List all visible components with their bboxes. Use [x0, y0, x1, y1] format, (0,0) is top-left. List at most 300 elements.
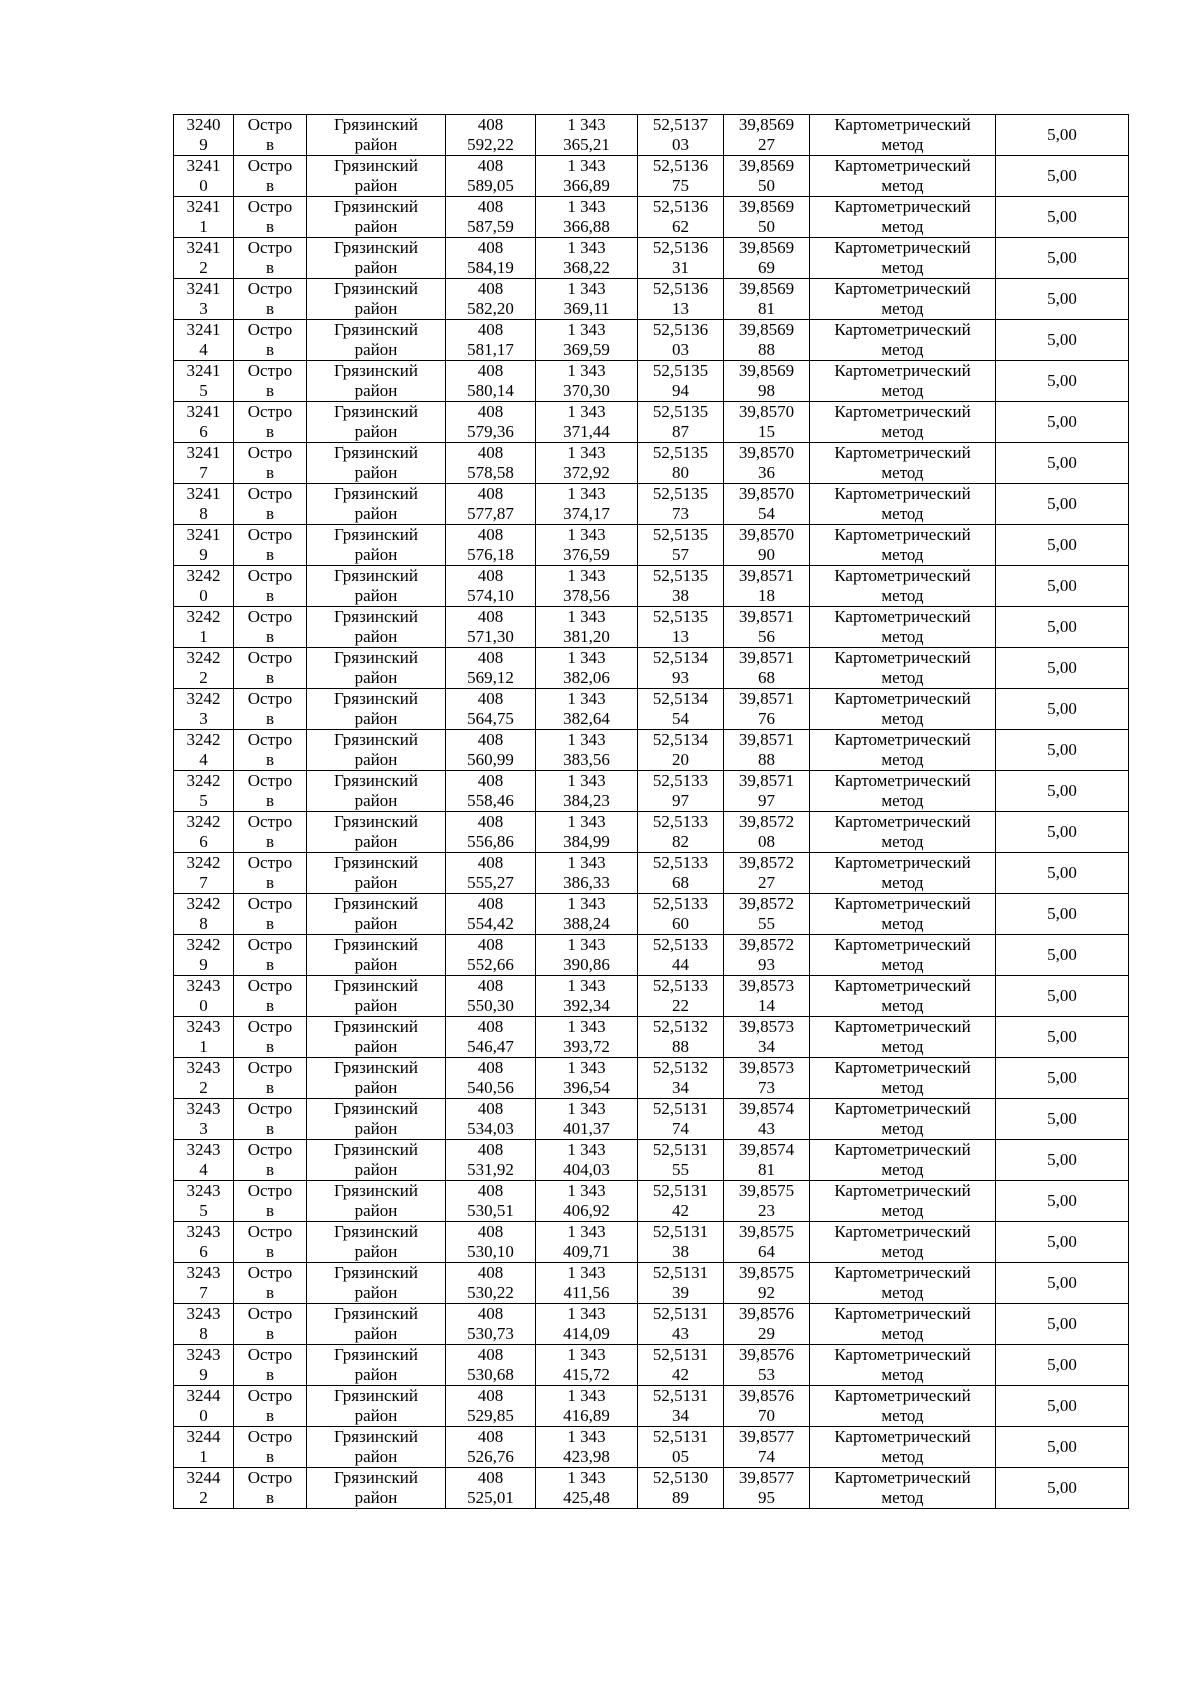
- x-coordinate-cell: [446, 443, 536, 484]
- x-coordinate-cell: [446, 689, 536, 730]
- cell-line: 3243: [186, 1017, 221, 1036]
- cell-line: 38: [672, 586, 689, 605]
- cell-line: 579,36: [467, 422, 514, 441]
- cell-line: в: [265, 791, 275, 810]
- cell-line: 3243: [186, 1181, 221, 1200]
- longitude-cell: [724, 566, 810, 607]
- cell-line: 23: [758, 1201, 775, 1220]
- cell-line: Грязинский: [334, 812, 418, 831]
- cell-line: 52,5134: [652, 689, 709, 708]
- cell-line: 3241: [186, 525, 221, 544]
- cell-line: Грязинский: [334, 1427, 418, 1446]
- longitude-cell: [724, 1017, 810, 1058]
- latitude-cell: [638, 1099, 724, 1140]
- cell-line: Картометрический: [834, 607, 971, 626]
- cell-line: метод: [881, 1283, 924, 1302]
- cell-line: 556,86: [467, 832, 514, 851]
- object-cell: [234, 443, 307, 484]
- cell-line: 68: [758, 668, 775, 687]
- cell-line: Грязинский: [334, 1304, 418, 1323]
- cell-line: 1 343: [567, 648, 606, 667]
- cell-line: Картометрический: [834, 525, 971, 544]
- cell-line: 3241: [186, 238, 221, 257]
- object-cell: [234, 525, 307, 566]
- latitude-cell: [638, 402, 724, 443]
- cell-line: 408: [477, 361, 504, 380]
- x-coordinate-cell: [446, 320, 536, 361]
- x-coordinate-cell: [446, 1263, 536, 1304]
- cell-line: 2: [199, 258, 208, 277]
- y-coordinate-cell: [536, 320, 638, 361]
- accuracy-cell: 5,00: [996, 1099, 1129, 1140]
- cell-line: район: [354, 1242, 398, 1261]
- accuracy-cell: 5,00: [996, 238, 1129, 279]
- cell-line: 408: [477, 279, 504, 298]
- y-coordinate-cell: [536, 566, 638, 607]
- point-number-cell: [174, 1427, 234, 1468]
- cell-line: 534,03: [467, 1119, 514, 1138]
- cell-line: 530,22: [467, 1283, 514, 1302]
- cell-line: 3243: [186, 976, 221, 995]
- y-coordinate-cell: [536, 730, 638, 771]
- y-coordinate-cell: [536, 812, 638, 853]
- y-coordinate-cell: [536, 1386, 638, 1427]
- cell-line: 52,5135: [652, 443, 709, 462]
- cell-line: район: [354, 463, 398, 482]
- object-cell: [234, 771, 307, 812]
- y-coordinate-cell: [536, 443, 638, 484]
- cell-line: 29: [758, 1324, 775, 1343]
- cell-line: 423,98: [563, 1447, 610, 1466]
- object-cell: [234, 689, 307, 730]
- cell-line: 20: [672, 750, 689, 769]
- accuracy-cell: 5,00: [996, 1304, 1129, 1345]
- cell-line: 52,5135: [652, 566, 709, 585]
- cell-line: Картометрический: [834, 894, 971, 913]
- cell-line: район: [354, 1201, 398, 1220]
- cell-line: метод: [881, 1119, 924, 1138]
- cell-line: метод: [881, 340, 924, 359]
- method-cell: [810, 566, 996, 607]
- cell-line: 81: [758, 299, 775, 318]
- cell-line: 530,73: [467, 1324, 514, 1343]
- cell-line: 3241: [186, 320, 221, 339]
- point-number-cell: [174, 689, 234, 730]
- cell-line: 404,03: [563, 1160, 610, 1179]
- point-number-cell: [174, 1304, 234, 1345]
- cell-line: метод: [881, 586, 924, 605]
- y-coordinate-cell: [536, 935, 638, 976]
- table-row: [174, 1386, 1129, 1427]
- cell-line: 408: [477, 689, 504, 708]
- table-row: [174, 238, 1129, 279]
- latitude-cell: [638, 566, 724, 607]
- cell-line: Остро: [247, 689, 293, 708]
- cell-line: 93: [758, 955, 775, 974]
- cell-line: 564,75: [467, 709, 514, 728]
- cell-line: 382,06: [563, 668, 610, 687]
- cell-line: 14: [758, 996, 775, 1015]
- x-coordinate-cell: [446, 730, 536, 771]
- cell-line: 386,33: [563, 873, 610, 892]
- y-coordinate-cell: [536, 361, 638, 402]
- accuracy-cell: 5,00: [996, 1222, 1129, 1263]
- cell-line: 580,14: [467, 381, 514, 400]
- cell-line: 36: [758, 463, 775, 482]
- cell-line: 9: [199, 1365, 208, 1384]
- latitude-cell: [638, 1058, 724, 1099]
- cell-line: 27: [758, 135, 775, 154]
- x-coordinate-cell: [446, 1386, 536, 1427]
- cell-line: Остро: [247, 197, 293, 216]
- cell-line: Грязинский: [334, 730, 418, 749]
- table-row: [174, 1099, 1129, 1140]
- point-number-cell: [174, 976, 234, 1017]
- longitude-cell: [724, 1386, 810, 1427]
- cell-line: 52,5135: [652, 607, 709, 626]
- latitude-cell: [638, 1017, 724, 1058]
- cell-line: 1 343: [567, 935, 606, 954]
- cell-line: 52,5131: [652, 1304, 709, 1323]
- cell-line: 73: [672, 504, 689, 523]
- district-cell: [307, 279, 446, 320]
- cell-line: Грязинский: [334, 1263, 418, 1282]
- cell-line: 97: [758, 791, 775, 810]
- cell-line: Остро: [247, 1140, 293, 1159]
- cell-line: 39,8576: [738, 1345, 795, 1364]
- cell-line: 569,12: [467, 668, 514, 687]
- latitude-cell: [638, 1140, 724, 1181]
- accuracy-cell: 5,00: [996, 1263, 1129, 1304]
- cell-line: метод: [881, 668, 924, 687]
- cell-line: 39,8572: [738, 853, 795, 872]
- cell-line: в: [265, 340, 275, 359]
- x-coordinate-cell: [446, 1468, 536, 1509]
- cell-line: 0: [199, 996, 208, 1015]
- accuracy-cell: 5,00: [996, 1345, 1129, 1386]
- cell-line: 571,30: [467, 627, 514, 646]
- table-row: [174, 1345, 1129, 1386]
- cell-line: Грязинский: [334, 238, 418, 257]
- cell-line: 1 343: [567, 1345, 606, 1364]
- cell-line: 578,58: [467, 463, 514, 482]
- accuracy-cell: 5,00: [996, 566, 1129, 607]
- y-coordinate-cell: [536, 1263, 638, 1304]
- cell-line: 5: [199, 791, 208, 810]
- cell-line: Картометрический: [834, 1222, 971, 1241]
- accuracy-cell: 5,00: [996, 115, 1129, 156]
- cell-line: в: [265, 135, 275, 154]
- object-cell: [234, 156, 307, 197]
- cell-line: 1 343: [567, 894, 606, 913]
- cell-line: 1 343: [567, 1263, 606, 1282]
- cell-line: 1 343: [567, 566, 606, 585]
- cell-line: 39,8572: [738, 812, 795, 831]
- cell-line: 409,71: [563, 1242, 610, 1261]
- cell-line: в: [265, 955, 275, 974]
- cell-line: Грязинский: [334, 1181, 418, 1200]
- method-cell: [810, 402, 996, 443]
- y-coordinate-cell: [536, 402, 638, 443]
- method-cell: [810, 238, 996, 279]
- cell-line: 39,8574: [738, 1099, 795, 1118]
- district-cell: [307, 771, 446, 812]
- method-cell: [810, 812, 996, 853]
- longitude-cell: [724, 197, 810, 238]
- accuracy-cell: 5,00: [996, 1386, 1129, 1427]
- cell-line: в: [265, 1365, 275, 1384]
- cell-line: 55: [672, 1160, 689, 1179]
- cell-line: район: [354, 1283, 398, 1302]
- cell-line: в: [265, 1447, 275, 1466]
- cell-line: 39,8569: [738, 156, 795, 175]
- cell-line: 3242: [186, 689, 221, 708]
- x-coordinate-cell: [446, 1181, 536, 1222]
- method-cell: [810, 607, 996, 648]
- cell-line: 64: [758, 1242, 775, 1261]
- accuracy-cell: 5,00: [996, 607, 1129, 648]
- cell-line: Картометрический: [834, 484, 971, 503]
- cell-line: 39,8577: [738, 1468, 795, 1487]
- cell-line: 39,8573: [738, 976, 795, 995]
- cell-line: 383,56: [563, 750, 610, 769]
- point-number-cell: [174, 853, 234, 894]
- cell-line: Грязинский: [334, 1140, 418, 1159]
- table-row: [174, 607, 1129, 648]
- cell-line: Остро: [247, 1263, 293, 1282]
- cell-line: 7: [199, 873, 208, 892]
- cell-line: метод: [881, 258, 924, 277]
- cell-line: 1 343: [567, 812, 606, 831]
- point-number-cell: [174, 443, 234, 484]
- cell-line: 3: [199, 1119, 208, 1138]
- district-cell: [307, 1017, 446, 1058]
- cell-line: 1 343: [567, 730, 606, 749]
- point-number-cell: [174, 279, 234, 320]
- longitude-cell: [724, 320, 810, 361]
- cell-line: в: [265, 1283, 275, 1302]
- cell-line: 3243: [186, 1345, 221, 1364]
- object-cell: [234, 1263, 307, 1304]
- longitude-cell: [724, 402, 810, 443]
- latitude-cell: [638, 115, 724, 156]
- cell-line: 366,88: [563, 217, 610, 236]
- longitude-cell: [724, 525, 810, 566]
- cell-line: район: [354, 1365, 398, 1384]
- cell-line: район: [354, 750, 398, 769]
- cell-line: в: [265, 709, 275, 728]
- cell-line: Картометрический: [834, 1345, 971, 1364]
- longitude-cell: [724, 1427, 810, 1468]
- point-number-cell: [174, 812, 234, 853]
- cell-line: 6: [199, 422, 208, 441]
- cell-line: 560,99: [467, 750, 514, 769]
- cell-line: Картометрический: [834, 1017, 971, 1036]
- cell-line: Остро: [247, 1181, 293, 1200]
- cell-line: район: [354, 1324, 398, 1343]
- cell-line: 93: [672, 668, 689, 687]
- cell-line: Картометрический: [834, 935, 971, 954]
- cell-line: 50: [758, 176, 775, 195]
- x-coordinate-cell: [446, 1140, 536, 1181]
- method-cell: [810, 853, 996, 894]
- longitude-cell: [724, 1304, 810, 1345]
- x-coordinate-cell: [446, 1058, 536, 1099]
- cell-line: 408: [477, 1058, 504, 1077]
- cell-line: 408: [477, 1263, 504, 1282]
- y-coordinate-cell: [536, 1140, 638, 1181]
- x-coordinate-cell: [446, 484, 536, 525]
- y-coordinate-cell: [536, 1181, 638, 1222]
- object-cell: [234, 566, 307, 607]
- cell-line: Картометрический: [834, 812, 971, 831]
- cell-line: 81: [758, 1160, 775, 1179]
- cell-line: метод: [881, 996, 924, 1015]
- cell-line: 1 343: [567, 320, 606, 339]
- cell-line: 1 343: [567, 607, 606, 626]
- cell-line: 530,68: [467, 1365, 514, 1384]
- cell-line: 3242: [186, 935, 221, 954]
- latitude-cell: [638, 156, 724, 197]
- cell-line: 3242: [186, 853, 221, 872]
- cell-line: 22: [672, 996, 689, 1015]
- cell-line: 52,5131: [652, 1140, 709, 1159]
- cell-line: Грязинский: [334, 1386, 418, 1405]
- cell-line: в: [265, 627, 275, 646]
- longitude-cell: [724, 484, 810, 525]
- cell-line: район: [354, 422, 398, 441]
- point-number-cell: [174, 238, 234, 279]
- cell-line: метод: [881, 217, 924, 236]
- district-cell: [307, 320, 446, 361]
- table-row: [174, 1427, 1129, 1468]
- cell-line: 408: [477, 1222, 504, 1241]
- method-cell: [810, 1181, 996, 1222]
- table-row: [174, 1181, 1129, 1222]
- cell-line: 370,30: [563, 381, 610, 400]
- accuracy-cell: 5,00: [996, 156, 1129, 197]
- cell-line: район: [354, 1160, 398, 1179]
- district-cell: [307, 976, 446, 1017]
- cell-line: 1 343: [567, 1468, 606, 1487]
- cell-line: 74: [758, 1447, 775, 1466]
- cell-line: 74: [672, 1119, 689, 1138]
- cell-line: Грязинский: [334, 853, 418, 872]
- cell-line: Грязинский: [334, 1017, 418, 1036]
- cell-line: 411,56: [563, 1283, 610, 1302]
- cell-line: 52,5133: [652, 812, 709, 831]
- cell-line: 1 343: [567, 1099, 606, 1118]
- cell-line: Остро: [247, 443, 293, 462]
- object-cell: [234, 361, 307, 402]
- cell-line: 529,85: [467, 1406, 514, 1425]
- cell-line: 587,59: [467, 217, 514, 236]
- cell-line: 52,5133: [652, 771, 709, 790]
- cell-line: 03: [672, 340, 689, 359]
- cell-line: Грязинский: [334, 566, 418, 585]
- latitude-cell: [638, 443, 724, 484]
- cell-line: 3242: [186, 812, 221, 831]
- cell-line: район: [354, 832, 398, 851]
- method-cell: [810, 1017, 996, 1058]
- cell-line: 39,8575: [738, 1263, 795, 1282]
- cell-line: 3242: [186, 607, 221, 626]
- cell-line: 393,72: [563, 1037, 610, 1056]
- accuracy-cell: 5,00: [996, 730, 1129, 771]
- cell-line: район: [354, 668, 398, 687]
- cell-line: 0: [199, 1406, 208, 1425]
- cell-line: Остро: [247, 771, 293, 790]
- district-cell: [307, 1099, 446, 1140]
- cell-line: метод: [881, 1078, 924, 1097]
- table-row: [174, 525, 1129, 566]
- object-cell: [234, 648, 307, 689]
- cell-line: 44: [672, 955, 689, 974]
- cell-line: Картометрический: [834, 1140, 971, 1159]
- cell-line: район: [354, 340, 398, 359]
- accuracy-cell: 5,00: [996, 484, 1129, 525]
- cell-line: 52,5131: [652, 1386, 709, 1405]
- accuracy-cell: 5,00: [996, 320, 1129, 361]
- cell-line: 526,76: [467, 1447, 514, 1466]
- cell-line: Остро: [247, 566, 293, 585]
- x-coordinate-cell: [446, 361, 536, 402]
- cell-line: 371,44: [563, 422, 610, 441]
- cell-line: 1 343: [567, 1304, 606, 1323]
- y-coordinate-cell: [536, 853, 638, 894]
- x-coordinate-cell: [446, 894, 536, 935]
- cell-line: Картометрический: [834, 1181, 971, 1200]
- cell-line: 7: [199, 463, 208, 482]
- cell-line: Картометрический: [834, 1427, 971, 1446]
- cell-line: 39,8571: [738, 566, 795, 585]
- object-cell: [234, 853, 307, 894]
- cell-line: Грязинский: [334, 115, 418, 134]
- y-coordinate-cell: [536, 1222, 638, 1263]
- cell-line: 3240: [186, 115, 221, 134]
- method-cell: [810, 1468, 996, 1509]
- longitude-cell: [724, 1099, 810, 1140]
- cell-line: Остро: [247, 1345, 293, 1364]
- point-number-cell: [174, 730, 234, 771]
- district-cell: [307, 1058, 446, 1099]
- cell-line: 9: [199, 545, 208, 564]
- cell-line: 554,42: [467, 914, 514, 933]
- cell-line: Грязинский: [334, 361, 418, 380]
- cell-line: метод: [881, 381, 924, 400]
- cell-line: 34: [672, 1406, 689, 1425]
- cell-line: Грязинский: [334, 1099, 418, 1118]
- cell-line: 39,8572: [738, 935, 795, 954]
- cell-line: 1 343: [567, 976, 606, 995]
- cell-line: Остро: [247, 320, 293, 339]
- cell-line: 52,5133: [652, 894, 709, 913]
- y-coordinate-cell: [536, 1058, 638, 1099]
- cell-line: метод: [881, 1488, 924, 1507]
- latitude-cell: [638, 976, 724, 1017]
- cell-line: 408: [477, 648, 504, 667]
- cell-line: в: [265, 996, 275, 1015]
- cell-line: метод: [881, 1406, 924, 1425]
- cell-line: 52,5130: [652, 1468, 709, 1487]
- cell-line: Грязинский: [334, 1468, 418, 1487]
- cell-line: 1 343: [567, 689, 606, 708]
- cell-line: 92: [758, 1283, 775, 1302]
- cell-line: 406,92: [563, 1201, 610, 1220]
- cell-line: 39,8571: [738, 648, 795, 667]
- cell-line: метод: [881, 545, 924, 564]
- x-coordinate-cell: [446, 812, 536, 853]
